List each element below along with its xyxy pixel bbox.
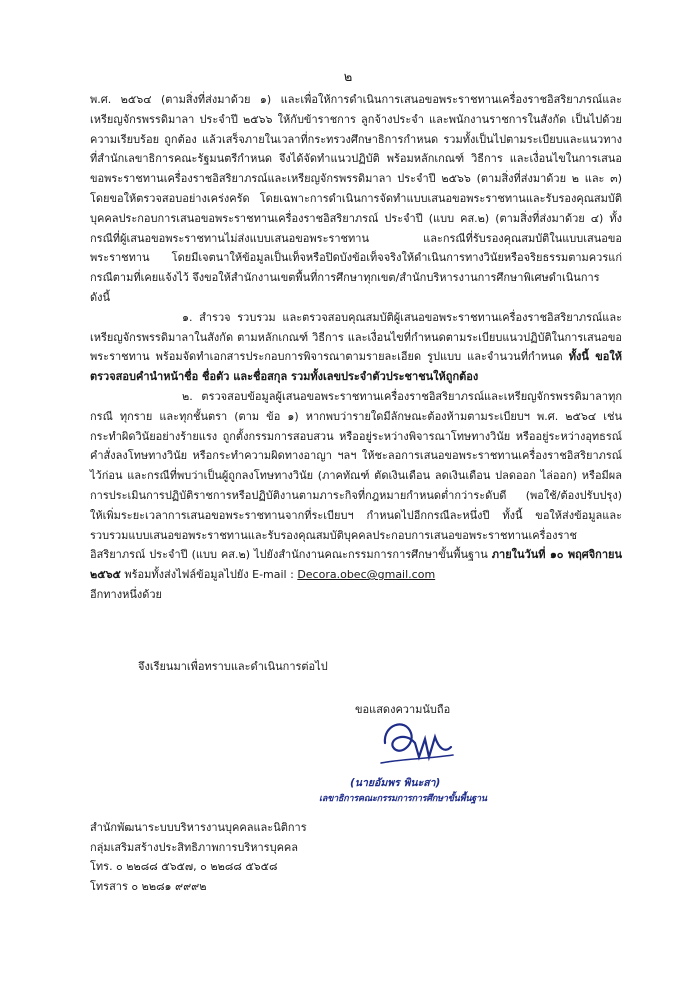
item-2-last-line: อีกทางหนึ่งด้วย [90, 587, 162, 601]
footer-contact [90, 818, 307, 896]
item-2-text: ๒. ตรวจสอบข้อมูลผู้เสนอขอพระราชทานเครื่องราชอิสริยาภรณ์และเหรียญจักรพรรดิมาลาทุกกรณี ทุกราย และทุกชั้นตรา (ตาม ข้อ ๑) หากพบว่ารายใดมีลักษณะต้องห้ามตามระเบียบฯ พ.ศ. ๒๕๖๔ เช่น กระทำผิดวินัยอย่างร้ายแรง ถูกตั้งกรรมการสอบสวน หรืออยู่ระหว่างพิจารณาโทษทางวินัย หรืออยู่ระหว่างอุทธรณ์คำสั่งลงโทษทางวินัย หรือกระทำความผิดทางอาญา ฯลฯ ให้ชะลอการเสนอขอพระราชทานเครื่องราชอิสริยาภรณ์ไว้ก่อน และกรณีที่พบว่าเป็นผู้ถูกลงโทษทางวินัย (ภาคทัณฑ์ ตัดเงินเดือน ลดเงินเดือน ปลดออก ไล่ออก) หรือมีผลการประเมินการปฏิบัติราชการหรือปฏิบัติงานตามภาระกิจที่กฎหมายกำหนดต่ำกว่าระดับดี (พอใช้/ต้องปรับปรุง) ให้เพิ่มระยะเวลาการเสนอขอพระราชทานจากที่ระเบียบฯ กำหนดไปอีกกรณีละหนึ่งปี ทั้งนี้ ขอให้ส่งข้อมูลและรวบรวมแบบเสนอขอพระราชทานและรับรองคุณสมบัติบุคคลประกอบการเสนอขอพระราชทานเครื่องราชอิสริยาภรณ์ ประจำปี (แบบ คส.๒) ไปยังสำนักงานคณะกรรมการการศึกษาขั้นพื้นฐาน [90, 389, 622, 562]
document-body [90, 90, 622, 605]
item-1-emphasis: ทั้งนี้ ขอให้ตรวจสอบคำนำหน้าชื่อ ชื่อตัว และชื่อสกุล รวมทั้งเลขประจำตัวประชาชนให้ถูกต้อง [90, 350, 622, 384]
item-1-text: ๑. สำรวจ รวบรวม และตรวจสอบคุณสมบัติผู้เสนอขอพระราชทานเครื่องราชอิสริยาภรณ์และเหรียญจักรพรรดิมาลาในสังกัด ตามหลักเกณฑ์ วิธีการ และเงื่อนไขที่กำหนดตามระเบียบแนวปฏิบัติในการเสนอขอพระราชทาน พร้อมจัดทำเอกสารประกอบการพิจารณาตามรายละเอียด รูปแบบ และจำนวนที่กำหนด [90, 310, 622, 364]
signer-name: (นายอัมพร พินะสา) [350, 777, 441, 789]
paragraph-intro [90, 90, 622, 308]
regards-line: ขอแสดงความนับถือ [355, 703, 451, 716]
item-1 [90, 308, 622, 387]
footer-group: กลุ่มเสริมสร้างประสิทธิภาพการบริหารบุคคล [90, 840, 299, 854]
signer-office: เลขาธิการคณะกรรมการการศึกษาขั้นพื้นฐาน [319, 794, 487, 804]
footer-office: สำนักพัฒนาระบบบริหารงานบุคคลและนิติการ [90, 821, 307, 834]
item-2-after: พร้อมทั้งส่งไฟล์ข้อมูลไปยัง E-mail : [120, 568, 298, 582]
paragraph-intro-tail: ดังนี้ [90, 290, 111, 304]
email-link[interactable]: Decora.obec@gmail.com [297, 568, 436, 582]
item-2 [90, 387, 622, 605]
footer-phone: โทร. ๐ ๒๒๘๘ ๕๖๕๗, ๐ ๒๒๘๘ ๕๖๕๘ [90, 860, 278, 873]
page-number: ๒ [343, 70, 353, 85]
item-2-deadline: ภายในวันที่ ๑๐ พฤศจิกายน ๒๕๖๕ [90, 548, 622, 582]
signature-image [375, 713, 455, 769]
footer-fax: โทรสาร ๐ ๒๒๘๑ ๙๙๙๒ [90, 879, 207, 893]
paragraph-intro-text: พ.ศ. ๒๕๖๔ (ตามสิ่งที่ส่งมาด้วย ๑) และเพื่อให้การดำเนินการเสนอขอพระราชทานเครื่องราชอิสริยาภรณ์และเหรียญจักรพรรดิมาลา ประจำปี ๒๕๖๖ ให้กับข้าราชการ ลูกจ้างประจำ และพนักงานราชการในสังกัด เป็นไปด้วยความเรียบร้อย ถูกต้อง แล้วเสร็จภายในเวลาที่กระทรวงศึกษาธิการกำหนด รวมทั้งเป็นไปตามระเบียบและแนวทางที่สำนักเลขาธิการคณะรัฐมนตรีกำหนด จึงได้จัดทำแนวปฏิบัติ พร้อมหลักเกณฑ์ วิธีการ และเงื่อนไขในการเสนอขอพระราชทานเครื่องราชอิสริยาภรณ์และเหรียญจักรพรรดิมาลา ประจำปี ๒๕๖๖ (ตามสิ่งที่ส่งมาด้วย ๒ และ ๓) โดยขอให้ตรวจสอบอย่างเคร่งครัด โดยเฉพาะการดำเนินการจัดทำแบบเสนอขอพระราชทานและรับรองคุณสมบัติบุคคลประกอบการเสนอขอพระราชทานเครื่องราชอิสริยาภรณ์ ประจำปี (แบบ คส.๒) (ตามสิ่งที่ส่งมาด้วย ๔) ทั้งกรณีที่ผู้เสนอขอพระราชทานไม่ส่งแบบเสนอขอพระราชทาน และกรณีที่รับรองคุณสมบัติในแบบเสนอขอพระราชทาน โดยมีเจตนาให้ข้อมูลเป็นเท็จหรือปิดบังข้อเท็จจริงให้ดำเนินการทางวินัยหรือจริยธรรมตามควรแก่กรณีตามที่เคยแจ้งไว้ จึงขอให้สำนักงานเขตพื้นที่การศึกษาทุกเขต/สำนักบริหารงานการศึกษาพิเศษดำเนินการ [90, 93, 622, 285]
closing-sentence: จึงเรียนมาเพื่อทราบและดำเนินการต่อไป [138, 660, 328, 673]
